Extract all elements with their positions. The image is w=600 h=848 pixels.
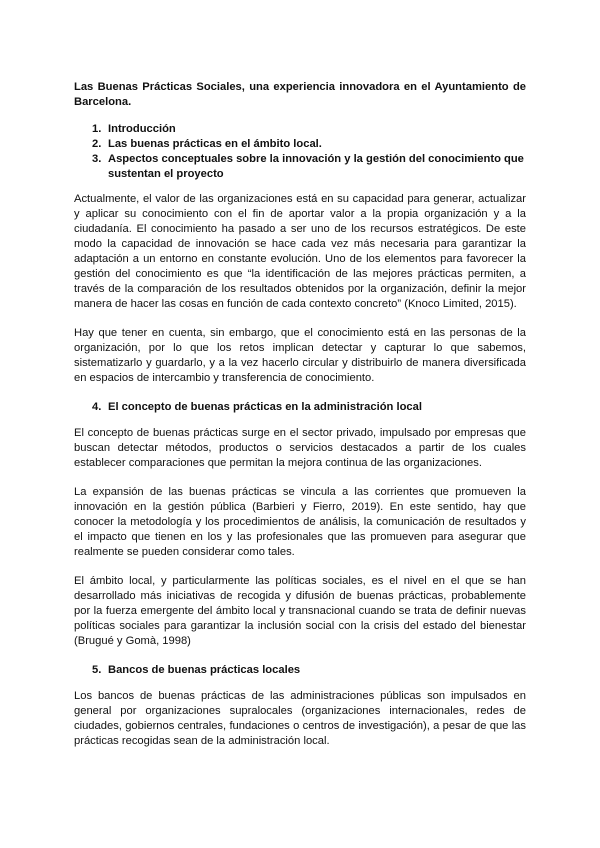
toc-item [92,122,526,137]
section-title: El concepto de buenas prácticas en la administración local [108,401,422,413]
section-5-paragraph: Los bancos de buenas prácticas de las administraciones públicas son impulsados en general por organizaciones supralocales (organizaciones internacionales, redes de ciudades, gobiernos centrales, fundaciones o centros de investigación), a pesar de que las prácticas recogidas sean de la administración local. [74,690,526,747]
toc-item-number: 3. [92,153,102,165]
intro-paragraph: Hay que tener en cuenta, sin embargo, que el conocimiento está en las personas de la organización, por lo que los retos implican detectar y capturar lo que sabemos, sistematizarlo y guardarlo, y a la vez hacerlo circular y distribuirlo de manera diversificada en espacios de intercambio y transferencia de conocimiento. [74,327,526,384]
toc-item-number: 1. [92,123,102,135]
table-of-contents [74,122,526,182]
section-heading-4 [92,400,526,415]
document-title: Las Buenas Prácticas Sociales, una experiencia innovadora en el Ayuntamiento de Barcelona. [74,81,526,108]
section-4-paragraph: La expansión de las buenas prácticas se vincula a las corrientes que promueven la innovación en la gestión pública (Barbieri y Fierro, 2019). En este sentido, hay que conocer la metodología y los procedimientos de análisis, la comunicación de resultados y el impacto que tienen en los y las profesionales que las promueven para asegurar que realmente se pueden considerar como tales. [74,486,526,558]
section-heading-5 [92,663,526,678]
section-4-paragraph: El concepto de buenas prácticas surge en el sector privado, impulsado por empresas que buscan detectar métodos, productos o servicios destacados a partir de los cuales establecer comparaciones que permitan la mejora continua de las organizaciones. [74,427,526,469]
section-title: Bancos de buenas prácticas locales [108,664,301,676]
toc-item [92,152,526,182]
toc-item-label: Las buenas prácticas en el ámbito local. [108,138,322,150]
section-number: 4. [92,401,102,413]
toc-item-number: 2. [92,138,102,150]
toc-item-label: Introducción [108,123,176,135]
toc-item [92,137,526,152]
document-page [74,80,526,763]
section-4-paragraph: El ámbito local, y particularmente las políticas sociales, es el nivel en el que se han desarrollado más iniciativas de recogida y difusión de buenas prácticas, probablemente por la fuerza emergente del ámbito local y transnacional cuando se trata de definir nuevas políticas sociales para garantizar la inclusión social con la crisis del estado del bienestar (Brugué y Gomà, 1998) [74,575,526,647]
toc-item-label: Aspectos conceptuales sobre la innovación y la gestión del conocimiento que sustentan el proyecto [108,153,524,180]
intro-paragraph: Actualmente, el valor de las organizaciones está en su capacidad para generar, actualizar y aplicar su conocimiento con el fin de aportar valor a la propia organización y a la ciudadanía. El conocimiento ha pasado a ser uno de los recursos estratégicos. De este modo la capacidad de innovación se hace cada vez más necesaria para garantizar la adaptación a un entorno en constante evolución. Uno de los elementos para favorecer la gestión del conocimiento es que “la identificación de las mejores prácticas permiten, a través de la comparación de los resultados obtenidos por la organización, definir la mejor manera de hacer las cosas en función de cada contexto concreto” (Knoco Limited, 2015). [74,193,526,310]
section-number: 5. [92,664,102,676]
